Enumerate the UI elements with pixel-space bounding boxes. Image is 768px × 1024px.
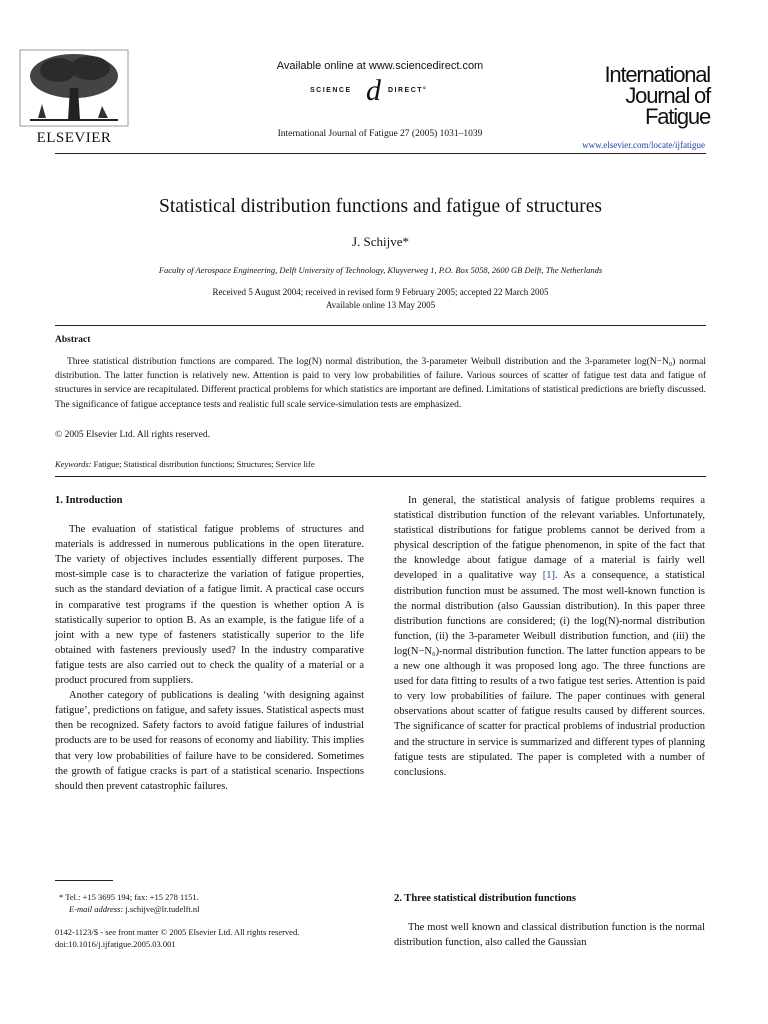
intro-paragraph-3-part-b: . As a consequence, a statistical distribution function must be assumed. The most well-known function is the normal distribution (also Gaussian distribution). In this paper three distribution functions are considered; (i) the log(N)-normal distribution function, (ii) the 3-parameter Weibull distribution function, and (iii) the log(N−N₀)-normal distribution function. The latter function appears to be a new one although it was proposed long ago. The three functions are used for data fitting to results of a two fatigue test series. Attention is paid to very low probabilities of failure. The paper continues with general observations about scatter of fatigue results caused by different sources. The significance of scatter for practical problems of industrial production and the structure in service is summarized and different types of planning fatigue tests are stipulated. The paper is completed with a number of conclusions. [394, 570, 705, 778]
available-online-text: Available online at www.sciencedirect.com [276, 60, 484, 72]
journal-logo-line: Journal of [625, 82, 710, 108]
journal-url-link[interactable]: www.elsevier.com/locate/ijfatigue [582, 140, 705, 150]
issn-line: 0142-1123/$ - see front matter © 2005 Elsevier Ltd. All rights reserved. [55, 927, 300, 937]
sciencedirect-logo [280, 76, 480, 108]
elsevier-logo [18, 48, 130, 147]
sciencedirect-logo-symbol: d [366, 74, 381, 107]
section-heading-introduction: 1. Introduction [55, 495, 123, 506]
issn-block [55, 926, 375, 950]
available-date: Available online 13 May 2005 [325, 299, 436, 310]
journal-logo-line: Fatigue [645, 103, 710, 129]
journal-logo-line: International [604, 62, 710, 87]
abstract-heading: Abstract [55, 335, 91, 345]
abstract-text: Three statistical distribution functions are compared. The log(N) normal distribution, the 3-parameter Weibull distribution and the 3-parameter log(N−N₀) normal distribution. The latter function is relatively new. Attention is paid to very low probabilities of failure. Various sources of scatter of fatigue test data and fatigue of structures in service are recapitulated. Different practical problems for which statistics are important are defined. Limitations of statistical predictions are briefly discussed. The significance of fatigue acceptance tests and realistic full scale service-simulation tests are emphasized. [55, 357, 706, 410]
journal-logo [590, 62, 710, 129]
abstract-divider [55, 325, 706, 326]
article-author: J. Schijve* [351, 234, 410, 249]
article-dates [55, 286, 706, 311]
sciencedirect-logo-right: DIRECT° [388, 87, 428, 94]
right-column [394, 493, 705, 780]
body-divider [55, 476, 706, 477]
keywords-label: Keywords: [55, 459, 92, 469]
received-dates: Received 5 August 2004; received in revised form 9 February 2005; accepted 22 March 2005 [212, 287, 549, 297]
keywords-text: Fatigue; Statistical distribution functions; Structures; Service life [91, 459, 315, 469]
citation-link[interactable]: [1] [542, 570, 556, 582]
doi-line[interactable]: doi:10.1016/j.ijfatigue.2005.03.001 [55, 939, 176, 949]
intro-paragraph-1: The evaluation of statistical fatigue problems of structures and materials is addressed in numerous publications in the open literature. The variety of objectives includes essentially different purposes. The most-simple case is to characterize the variation of fatigue properties, such as the standard deviation of a fatigue limit. A practical case occurs in comparative test programs if the question is whether option A is statistically superior to option B. As an example, is the fatigue life of a joint with a new type of fasteners statistically superior to the life obtained with fasteners previously used? In the industry comparative fatigue tests are also carried out to check the quality of a material or a product procured from suppliers. [55, 524, 364, 687]
footnote-divider [55, 880, 113, 881]
section-heading-distribution-functions: 2. Three statistical distribution functions [394, 893, 576, 904]
article-title: Statistical distribution functions and fatigue of structures [159, 196, 602, 217]
publisher-name: ELSEVIER [36, 130, 112, 146]
footnote-email-label: E-mail address: [69, 904, 124, 914]
keywords [55, 459, 315, 469]
journal-reference: International Journal of Fatigue 27 (2005) 1031–1039 [277, 129, 483, 139]
left-column [55, 493, 364, 794]
footnote-tel-fax: * Tel.: +15 3695 194; fax: +15 278 1151. [59, 892, 199, 902]
abstract-body [55, 355, 706, 412]
elsevier-tree-icon [18, 48, 130, 128]
intro-paragraph-3 [394, 493, 705, 780]
author-affiliation: Faculty of Aerospace Engineering, Delft University of Technology, Kluyverweg 1, P.O. Box 5058, 2600 GB Delft, The Netherlands [158, 265, 603, 275]
footnote-email[interactable]: j.schijve@lr.tudelft.nl [123, 904, 200, 914]
abstract-copyright: © 2005 Elsevier Ltd. All rights reserved. [55, 430, 210, 440]
sciencedirect-logo-left: SCIENCE [310, 87, 352, 94]
intro-paragraph-3-part-a: In general, the statistical analysis of fatigue problems requires a statistical distribution function of the relevant variables. Unfortunately, statistical distributions for fatigue problems cannot be derived from a physical description of the fatigue phenomenon, in spite of the fact that the knowledge about fatigue damage of a material is fairly well developed in a qualitative way [394, 495, 705, 582]
section2-body [394, 920, 705, 950]
footnote-email-line [55, 903, 375, 915]
header-divider [55, 153, 706, 154]
section2-paragraph: The most well known and classical distribution function is the normal distribution function, also called the Gaussian [394, 922, 705, 949]
author-footnote [55, 891, 375, 915]
intro-paragraph-2: Another category of publications is dealing ‘with designing against fatigue’, predictions on fatigue, and safety issues. Statistical aspects must then be recognized. Safety factors to avoid fatigue failures of industrial products are to be used for reasons of economy and liability. This implies that very low probabilities of failure have to be considered. Sometimes the growth of fatigue cracks is part of a statistical scenario. Inspections should then prevent catastrophic failures. [55, 690, 364, 792]
